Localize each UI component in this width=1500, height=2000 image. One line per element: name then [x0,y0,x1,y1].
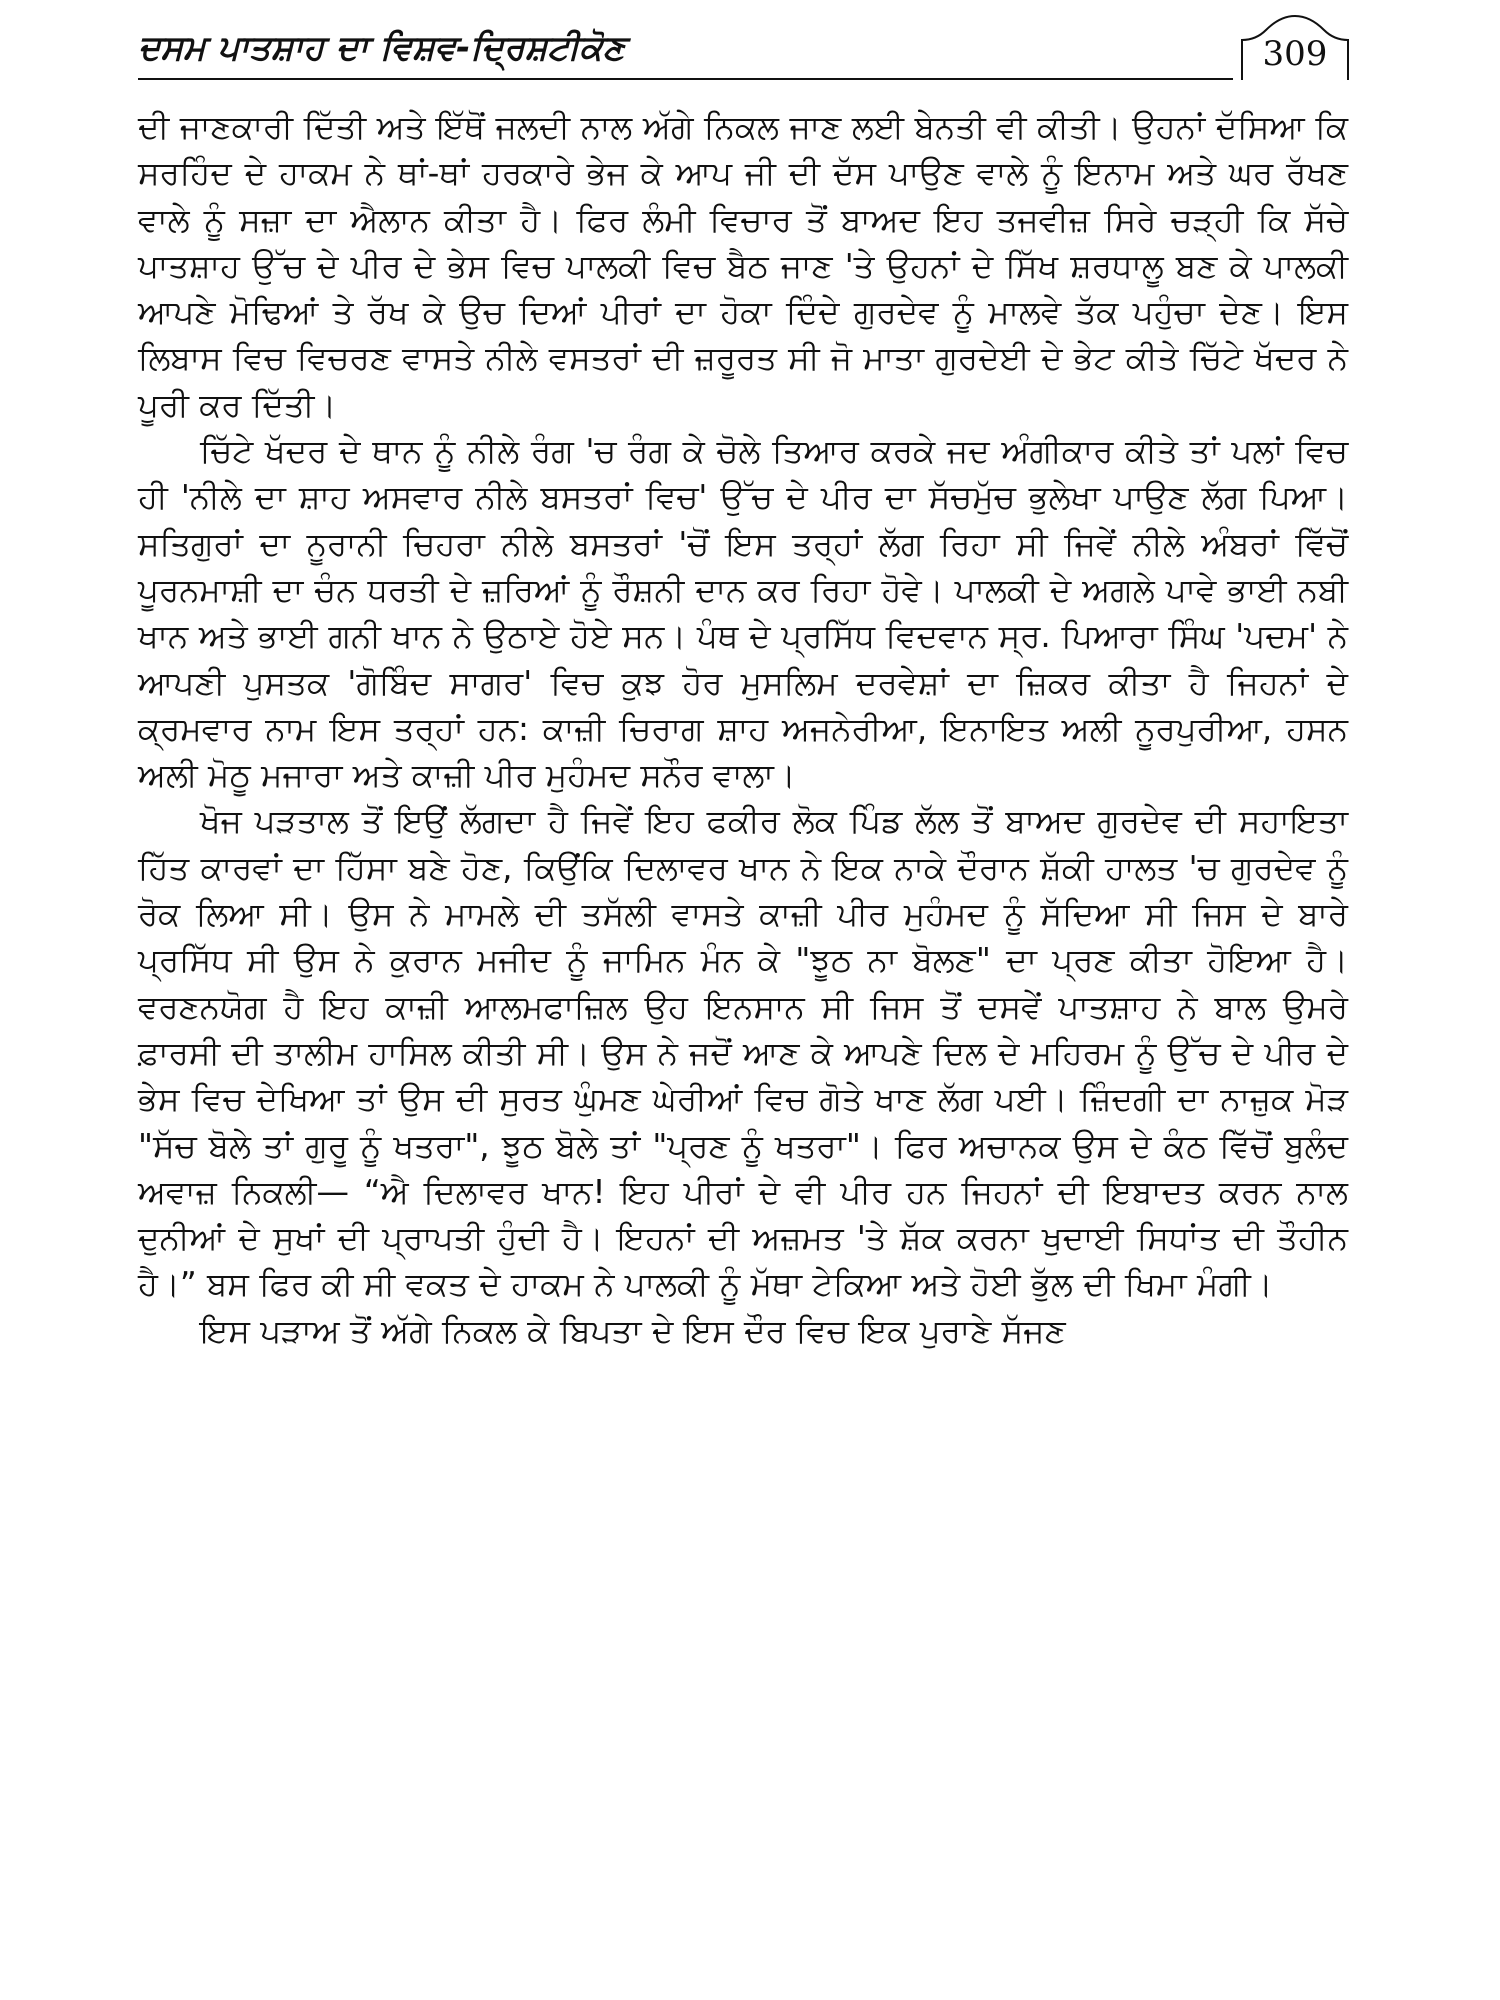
running-header [138,20,1348,80]
page-number: 309 [1262,34,1328,74]
page-number-badge [1236,14,1354,82]
paragraph-3: ਖੋਜ ਪੜਤਾਲ ਤੋਂ ਇਉਂ ਲੱਗਦਾ ਹੈ ਜਿਵੇਂ ਇਹ ਫਕੀਰ ਲੋਕ ਪਿੰਡ ਲੱਲ ਤੋਂ ਬਾਅਦ ਗੁਰਦੇਵ ਦੀ ਸਹਾਇਤਾ ਹਿੱਤ ਕਾਰਵਾਂ ਦਾ ਹਿੱਸਾ ਬਣੇ ਹੋਣ, ਕਿਉਂਕਿ ਦਿਲਾਵਰ ਖਾਨ ਨੇ ਇਕ ਨਾਕੇ ਦੌਰਾਨ ਸ਼ੱਕੀ ਹਾਲਤ 'ਚ ਗੁਰਦੇਵ ਨੂੰ ਰੋਕ ਲਿਆ ਸੀ। ਉਸ ਨੇ ਮਾਮਲੇ ਦੀ ਤਸੱਲੀ ਵਾਸਤੇ ਕਾਜ਼ੀ ਪੀਰ ਮੁਹੰਮਦ ਨੂੰ ਸੱਦਿਆ ਸੀ ਜਿਸ ਦੇ ਬਾਰੇ ਪ੍ਰਸਿੱਧ ਸੀ ਉਸ ਨੇ ਕੁਰਾਨ ਮਜੀਦ ਨੂੰ ਜਾਮਿਨ ਮੰਨ ਕੇ "ਝੂਠ ਨਾ ਬੋਲਣ" ਦਾ ਪ੍ਰਣ ਕੀਤਾ ਹੋਇਆ ਹੈ। ਵਰਣਨਯੋਗ ਹੈ ਇਹ ਕਾਜ਼ੀ ਆਲਮਫਾਜ਼ਿਲ ਉਹ ਇਨਸਾਨ ਸੀ ਜਿਸ ਤੋਂ ਦਸਵੇਂ ਪਾਤਸ਼ਾਹ ਨੇ ਬਾਲ ਉਮਰੇ ਫ਼ਾਰਸੀ ਦੀ ਤਾਲੀਮ ਹਾਸਿਲ ਕੀਤੀ ਸੀ। ਉਸ ਨੇ ਜਦੋਂ ਆਣ ਕੇ ਆਪਣੇ ਦਿਲ ਦੇ ਮਹਿਰਮ ਨੂੰ ਉੱਚ ਦੇ ਪੀਰ ਦੇ ਭੇਸ ਵਿਚ ਦੇਖਿਆ ਤਾਂ ਉਸ ਦੀ ਸੁਰਤ ਘੁੰਮਣ ਘੇਰੀਆਂ ਵਿਚ ਗੋਤੇ ਖਾਣ ਲੱਗ ਪਈ। ਜ਼ਿੰਦਗੀ ਦਾ ਨਾਜ਼ੁਕ ਮੋੜ "ਸੱਚ ਬੋਲੇ ਤਾਂ ਗੁਰੂ ਨੂੰ ਖਤਰਾ", ਝੂਠ ਬੋਲੇ ਤਾਂ "ਪ੍ਰਣ ਨੂੰ ਖਤਰਾ"। ਫਿਰ ਅਚਾਨਕ ਉਸ ਦੇ ਕੰਠ ਵਿੱਚੋਂ ਬੁਲੰਦ ਅਵਾਜ਼ ਨਿਕਲੀ— “ਐ ਦਿਲਾਵਰ ਖਾਨ! ਇਹ ਪੀਰਾਂ ਦੇ ਵੀ ਪੀਰ ਹਨ ਜਿਹਨਾਂ ਦੀ ਇਬਾਦਤ ਕਰਨ ਨਾਲ ਦੁਨੀਆਂ ਦੇ ਸੁਖਾਂ ਦੀ ਪ੍ਰਾਪਤੀ ਹੁੰਦੀ ਹੈ। ਇਹਨਾਂ ਦੀ ਅਜ਼ਮਤ 'ਤੇ ਸ਼ੱਕ ਕਰਨਾ ਖੁਦਾਈ ਸਿਧਾਂਤ ਦੀ ਤੌਹੀਨ ਹੈ।” ਬਸ ਫਿਰ ਕੀ ਸੀ ਵਕਤ ਦੇ ਹਾਕਮ ਨੇ ਪਾਲਕੀ ਨੂੰ ਮੱਥਾ ਟੇਕਿਆ ਅਤੇ ਹੋਈ ਭੁੱਲ ਦੀ ਖਿਮਾ ਮੰਗੀ। [138,802,1348,1304]
paragraph-1: ਦੀ ਜਾਣਕਾਰੀ ਦਿੱਤੀ ਅਤੇ ਇੱਥੋਂ ਜਲਦੀ ਨਾਲ ਅੱਗੇ ਨਿਕਲ ਜਾਣ ਲਈ ਬੇਨਤੀ ਵੀ ਕੀਤੀ। ਉਹਨਾਂ ਦੱਸਿਆ ਕਿ ਸਰਹਿੰਦ ਦੇ ਹਾਕਮ ਨੇ ਥਾਂ-ਥਾਂ ਹਰਕਾਰੇ ਭੇਜ ਕੇ ਆਪ ਜੀ ਦੀ ਦੱਸ ਪਾਉਣ ਵਾਲੇ ਨੂੰ ਇਨਾਮ ਅਤੇ ਘਰ ਰੱਖਣ ਵਾਲੇ ਨੂੰ ਸਜ਼ਾ ਦਾ ਐਲਾਨ ਕੀਤਾ ਹੈ। ਫਿਰ ਲੰਮੀ ਵਿਚਾਰ ਤੋਂ ਬਾਅਦ ਇਹ ਤਜਵੀਜ਼ ਸਿਰੇ ਚੜ੍ਹੀ ਕਿ ਸੱਚੇ ਪਾਤਸ਼ਾਹ ਉੱਚ ਦੇ ਪੀਰ ਦੇ ਭੇਸ ਵਿਚ ਪਾਲਕੀ ਵਿਚ ਬੈਠ ਜਾਣ 'ਤੇ ਉਹਨਾਂ ਦੇ ਸਿੱਖ ਸ਼ਰਧਾਲੂ ਬਣ ਕੇ ਪਾਲਕੀ ਆਪਣੇ ਮੋਢਿਆਂ ਤੇ ਰੱਖ ਕੇ ਉਚ ਦਿਆਂ ਪੀਰਾਂ ਦਾ ਹੋਕਾ ਦਿੰਦੇ ਗੁਰਦੇਵ ਨੂੰ ਮਾਲਵੇ ਤੱਕ ਪਹੁੰਚਾ ਦੇਣ। ਇਸ ਲਿਬਾਸ ਵਿਚ ਵਿਚਰਣ ਵਾਸਤੇ ਨੀਲੇ ਵਸਤਰਾਂ ਦੀ ਜ਼ਰੂਰਤ ਸੀ ਜੋ ਮਾਤਾ ਗੁਰਦੇਈ ਦੇ ਭੇਟ ਕੀਤੇ ਚਿੱਟੇ ਖੱਦਰ ਨੇ ਪੂਰੀ ਕਰ ਦਿੱਤੀ। [138,108,1348,424]
header-rule [138,78,1233,80]
body-text [138,104,1348,1354]
paragraph-2: ਚਿੱਟੇ ਖੱਦਰ ਦੇ ਥਾਨ ਨੂੰ ਨੀਲੇ ਰੰਗ 'ਚ ਰੰਗ ਕੇ ਚੋਲੇ ਤਿਆਰ ਕਰਕੇ ਜਦ ਅੰਗੀਕਾਰ ਕੀਤੇ ਤਾਂ ਪਲਾਂ ਵਿਚ ਹੀ 'ਨੀਲੇ ਦਾ ਸ਼ਾਹ ਅਸਵਾਰ ਨੀਲੇ ਬਸਤਰਾਂ ਵਿਚ' ਉੱਚ ਦੇ ਪੀਰ ਦਾ ਸੱਚਮੁੱਚ ਭੁਲੇਖਾ ਪਾਉਣ ਲੱਗ ਪਿਆ। ਸਤਿਗੁਰਾਂ ਦਾ ਨੂਰਾਨੀ ਚਿਹਰਾ ਨੀਲੇ ਬਸਤਰਾਂ 'ਚੋਂ ਇਸ ਤਰ੍ਹਾਂ ਲੱਗ ਰਿਹਾ ਸੀ ਜਿਵੇਂ ਨੀਲੇ ਅੰਬਰਾਂ ਵਿੱਚੋਂ ਪੂਰਨਮਾਸ਼ੀ ਦਾ ਚੰਨ ਧਰਤੀ ਦੇ ਜ਼ਰਿਆਂ ਨੂੰ ਰੌਸ਼ਨੀ ਦਾਨ ਕਰ ਰਿਹਾ ਹੋਵੇ। ਪਾਲਕੀ ਦੇ ਅਗਲੇ ਪਾਵੇ ਭਾਈ ਨਬੀ ਖਾਨ ਅਤੇ ਭਾਈ ਗਨੀ ਖਾਨ ਨੇ ਉਠਾਏ ਹੋਏ ਸਨ। ਪੰਥ ਦੇ ਪ੍ਰਸਿੱਧ ਵਿਦਵਾਨ ਸ੍ਰ. ਪਿਆਰਾ ਸਿੰਘ 'ਪਦਮ' ਨੇ ਆਪਣੀ ਪੁਸਤਕ 'ਗੋਬਿੰਦ ਸਾਗਰ' ਵਿਚ ਕੁਝ ਹੋਰ ਮੁਸਲਿਮ ਦਰਵੇਸ਼ਾਂ ਦਾ ਜ਼ਿਕਰ ਕੀਤਾ ਹੈ ਜਿਹਨਾਂ ਦੇ ਕ੍ਰਮਵਾਰ ਨਾਮ ਇਸ ਤਰ੍ਹਾਂ ਹਨ: ਕਾਜ਼ੀ ਚਿਰਾਗ ਸ਼ਾਹ ਅਜਨੇਰੀਆ, ਇਨਾਇਤ ਅਲੀ ਨੂਰਪੁਰੀਆ, ਹਸਨ ਅਲੀ ਮੋਠੂ ਮਜਾਰਾ ਅਤੇ ਕਾਜ਼ੀ ਪੀਰ ਮੁਹੰਮਦ ਸਨੌਰ ਵਾਲਾ। [138,432,1348,795]
paragraph-4: ਇਸ ਪੜਾਅ ਤੋਂ ਅੱਗੇ ਨਿਕਲ ਕੇ ਬਿਪਤਾ ਦੇ ਇਸ ਦੌਰ ਵਿਚ ਇਕ ਪੁਰਾਣੇ ਸੱਜਣ [200,1311,1066,1350]
header-title: ਦਸਮ ਪਾਤਸ਼ਾਹ ਦਾ ਵਿਸ਼ਵ-ਦ੍ਰਿਸ਼ਟੀਕੋਣ [138,28,625,68]
